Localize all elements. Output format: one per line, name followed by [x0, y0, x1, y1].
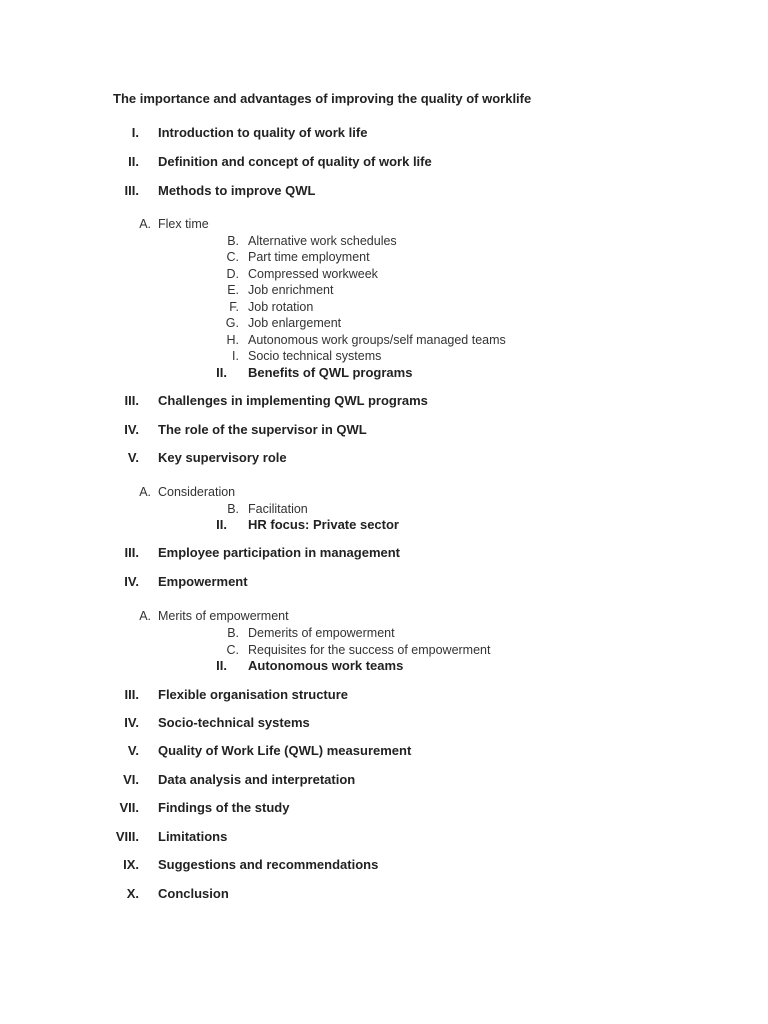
outline-marker: VIII. — [115, 829, 139, 844]
outline-text: Methods to improve QWL — [158, 183, 316, 198]
outline-text: Conclusion — [158, 886, 229, 901]
outline-text: Part time employment — [248, 250, 370, 264]
outline-item — [0, 658, 768, 674]
outline-item — [0, 315, 768, 331]
outline-text: Findings of the study — [158, 800, 290, 815]
outline-marker: C. — [226, 643, 239, 657]
outline-text: Facilitation — [248, 502, 308, 516]
outline-text: Job enlargement — [248, 316, 342, 330]
outline-text: Limitations — [158, 829, 228, 844]
outline-marker: H. — [226, 333, 239, 347]
outline-text: Alternative work schedules — [248, 234, 397, 248]
outline-item — [0, 743, 768, 759]
outline-item — [0, 233, 768, 249]
outline-item — [0, 183, 768, 199]
outline-marker: F. — [229, 300, 239, 314]
outline-text: Requisites for the success of empowerment — [248, 643, 491, 657]
outline-text: Benefits of QWL programs — [248, 365, 413, 380]
outline-text: Challenges in implementing QWL programs — [158, 393, 428, 408]
document-title: The importance and advantages of improving the quality of worklife — [113, 91, 532, 106]
outline-item — [0, 886, 768, 902]
outline-text: Definition and concept of quality of work life — [158, 154, 432, 169]
outline-item — [0, 249, 768, 265]
outline-marker: III. — [124, 183, 139, 198]
outline-item — [0, 517, 768, 533]
outline-marker: III. — [124, 687, 139, 702]
outline-item — [0, 125, 768, 141]
outline-item — [0, 332, 768, 348]
outline-item — [0, 154, 768, 170]
outline-text: Empowerment — [158, 574, 248, 589]
outline-text: Suggestions and recommendations — [158, 857, 379, 872]
outline-item — [0, 545, 768, 561]
outline-marker: B. — [227, 234, 239, 248]
outline-item — [0, 857, 768, 873]
outline-text: Autonomous work teams — [248, 658, 404, 673]
outline-item — [0, 348, 768, 364]
outline-marker: III. — [124, 393, 139, 408]
outline-marker: II. — [216, 517, 227, 532]
outline-text: Socio technical systems — [248, 349, 382, 363]
outline-text: Socio-technical systems — [158, 715, 310, 730]
outline-text: HR focus: Private sector — [248, 517, 399, 532]
outline-text: Consideration — [158, 485, 236, 499]
outline-text: Merits of empowerment — [158, 609, 289, 623]
outline-marker: I. — [131, 125, 139, 140]
outline-text: Flex time — [158, 217, 209, 231]
outline-marker: B. — [227, 626, 239, 640]
outline-item — [0, 393, 768, 409]
outline-marker: V. — [127, 743, 139, 758]
outline-item — [0, 625, 768, 641]
outline-item — [0, 501, 768, 517]
outline-item — [0, 574, 768, 590]
outline-marker: III. — [124, 545, 139, 560]
outline-marker: II. — [216, 658, 227, 673]
outline-item — [0, 365, 768, 381]
outline-marker: IX. — [123, 857, 139, 872]
outline-marker: VII. — [119, 800, 139, 815]
outline-marker: E. — [227, 283, 239, 297]
outline-text: Autonomous work groups/self managed teams — [248, 333, 506, 347]
outline-item — [0, 829, 768, 845]
outline-text: Demerits of empowerment — [248, 626, 395, 640]
outline-text: Introduction to quality of work life — [158, 125, 368, 140]
outline-marker: C. — [226, 250, 239, 264]
outline-item — [0, 800, 768, 816]
outline-marker: A. — [139, 485, 151, 499]
outline-item — [0, 715, 768, 731]
outline-text: Key supervisory role — [158, 450, 287, 465]
outline-item — [0, 422, 768, 438]
outline-marker: B. — [227, 502, 239, 516]
outline-marker: IV. — [124, 574, 139, 589]
outline-item — [0, 642, 768, 658]
outline-marker: IV. — [124, 715, 139, 730]
outline-text: Data analysis and interpretation — [158, 772, 356, 787]
outline-marker: II. — [128, 154, 139, 169]
outline-item — [0, 266, 768, 282]
outline-marker: VI. — [123, 772, 139, 787]
outline-marker: D. — [226, 267, 239, 281]
outline-marker: G. — [225, 316, 239, 330]
outline-item — [0, 216, 768, 232]
outline-item — [0, 687, 768, 703]
outline-marker: X. — [126, 886, 139, 901]
outline-marker: A. — [139, 217, 151, 231]
outline-text: Quality of Work Life (QWL) measurement — [158, 743, 412, 758]
outline-text: Job enrichment — [248, 283, 334, 297]
outline-text: Employee participation in management — [158, 545, 400, 560]
outline-text: Job rotation — [248, 300, 314, 314]
outline-marker: V. — [127, 450, 139, 465]
outline-item — [0, 772, 768, 788]
outline-marker: I. — [232, 349, 239, 363]
outline-item — [0, 484, 768, 500]
outline-text: The role of the supervisor in QWL — [158, 422, 367, 437]
outline-text: Flexible organisation structure — [158, 687, 348, 702]
outline-item — [0, 450, 768, 466]
outline-marker: II. — [216, 365, 227, 380]
outline-text: Compressed workweek — [248, 267, 378, 281]
outline-item — [0, 299, 768, 315]
outline-marker: IV. — [124, 422, 139, 437]
outline-item — [0, 282, 768, 298]
outline-marker: A. — [139, 609, 151, 623]
outline-item — [0, 608, 768, 624]
